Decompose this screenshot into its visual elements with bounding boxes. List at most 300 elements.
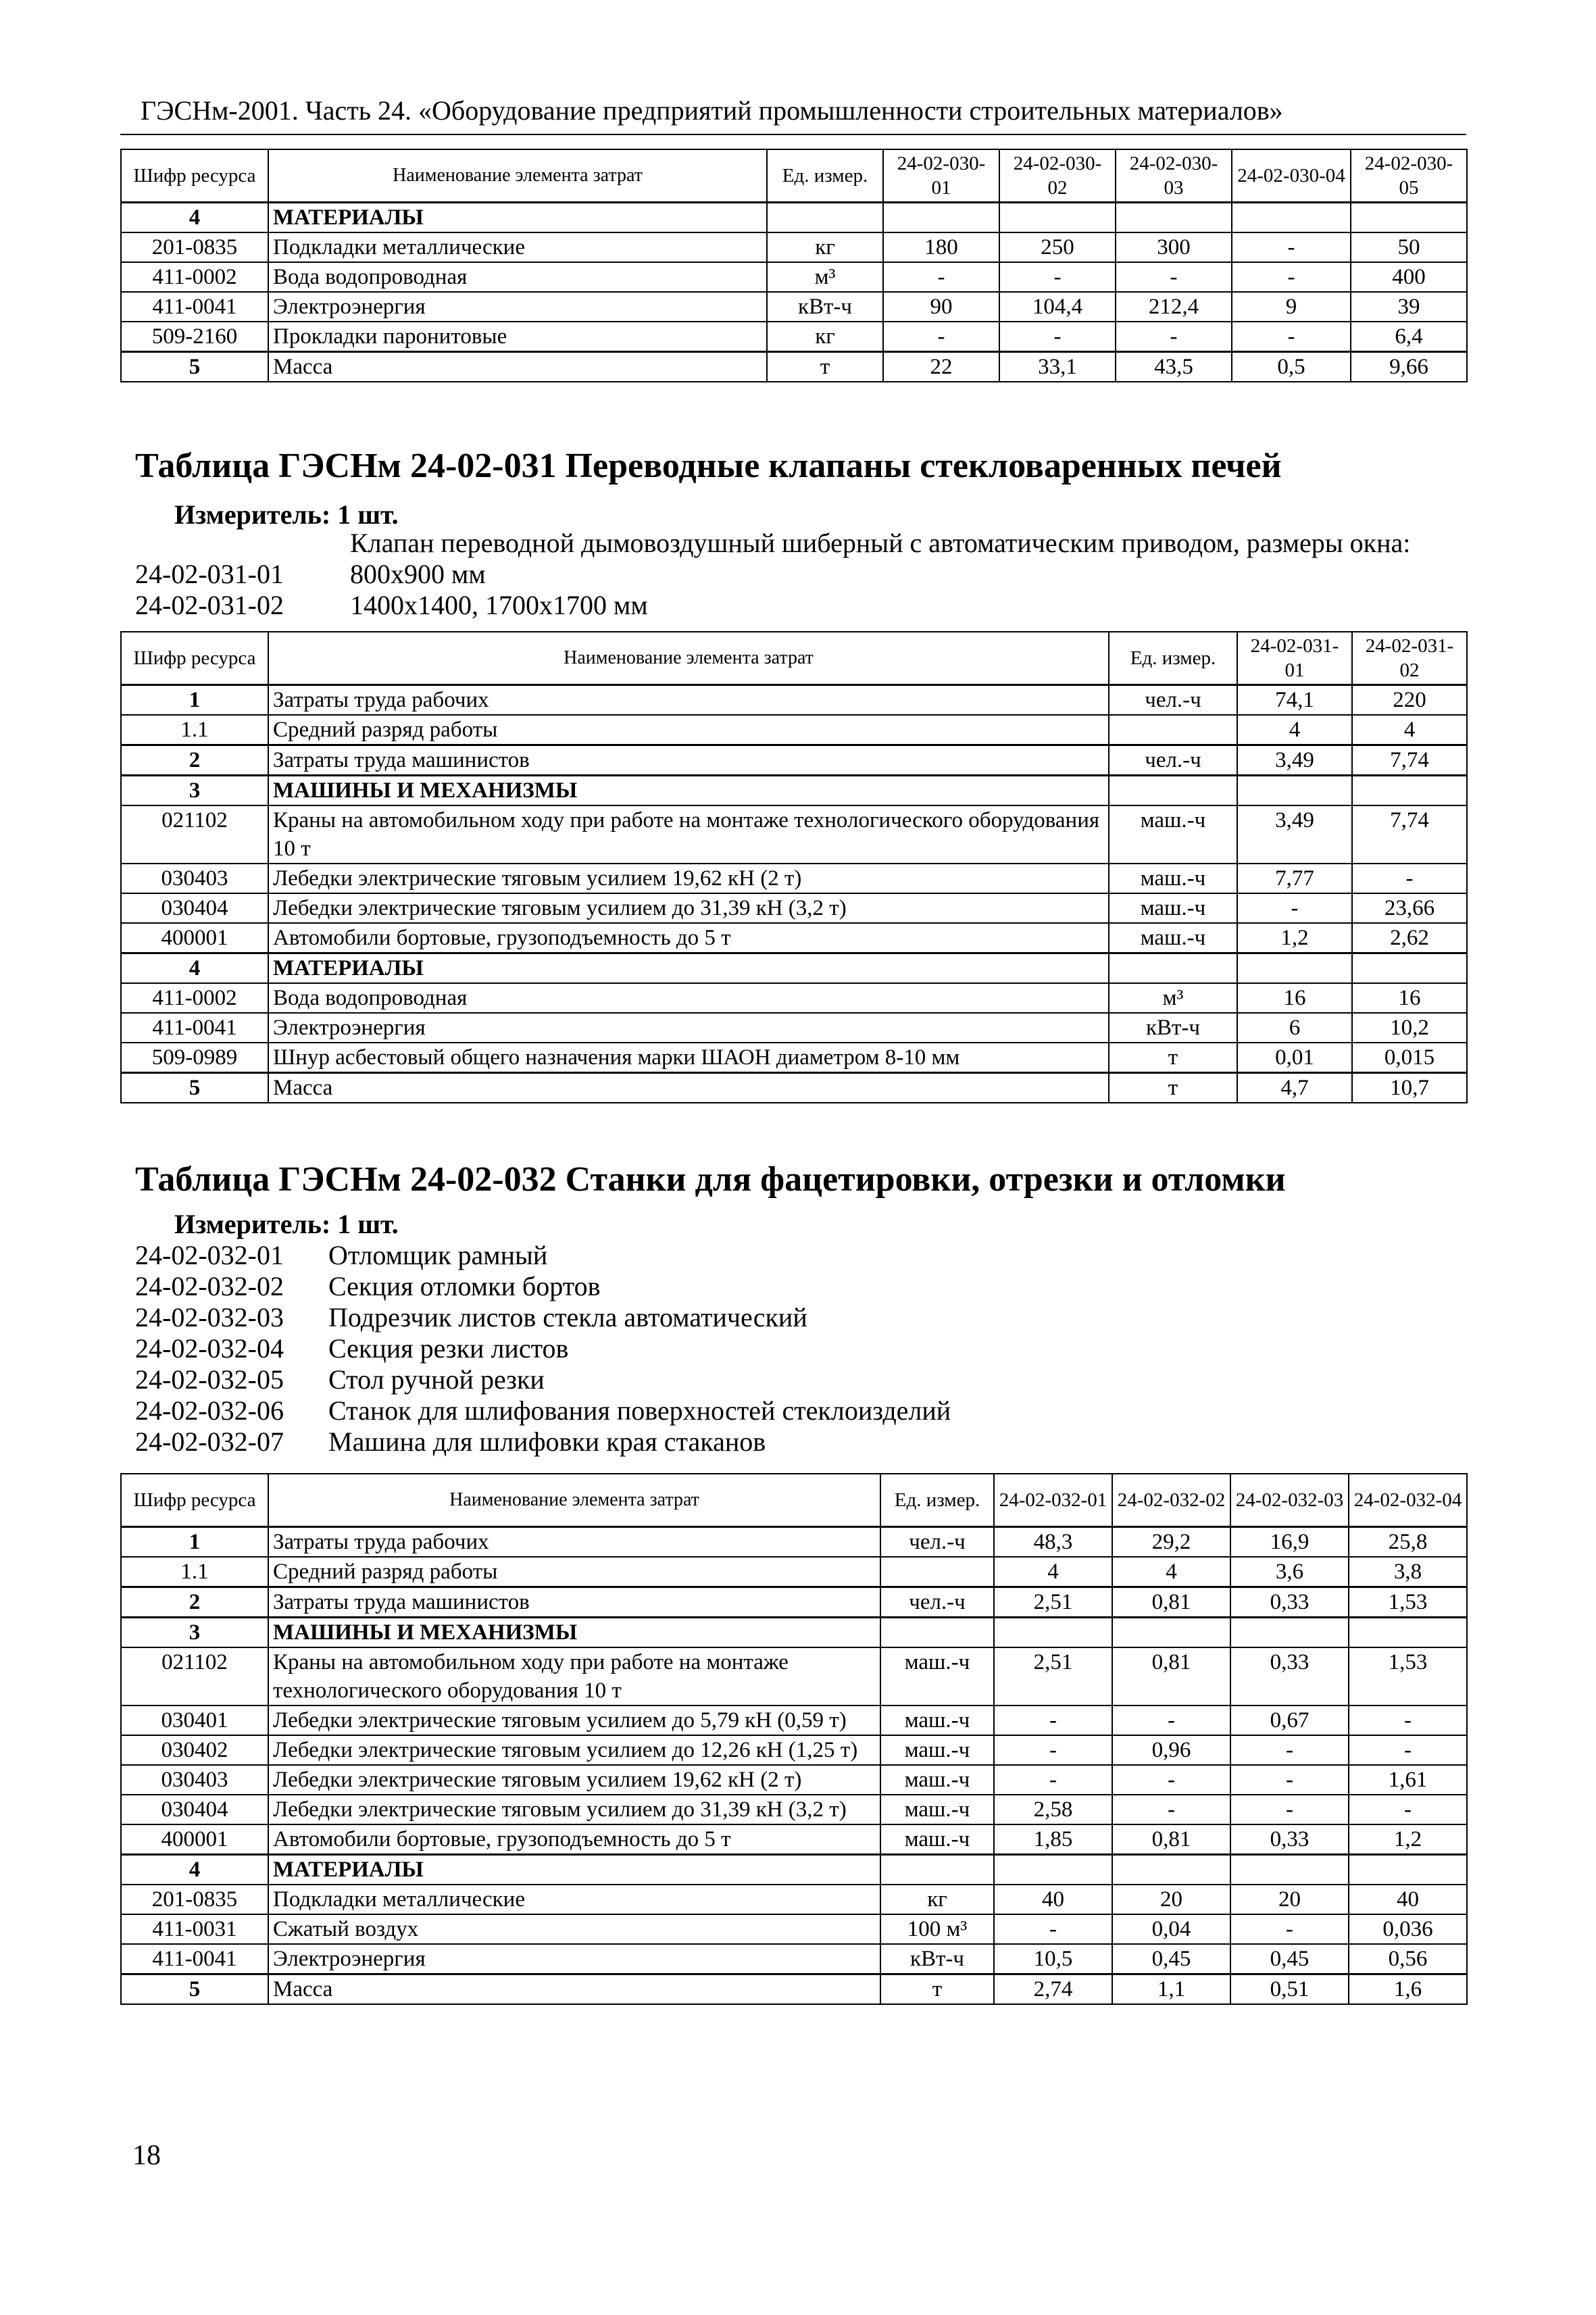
header-col: 24-02-032-04: [1349, 1474, 1467, 1527]
cell-value: -: [1116, 322, 1232, 352]
cell-value: -: [883, 262, 999, 292]
header-code: Шифр ресурса: [121, 632, 268, 685]
cell-code: 411-0041: [121, 292, 268, 322]
cell-name: Сжатый воздух: [268, 1914, 880, 1944]
cell-value: 0,81: [1112, 1824, 1230, 1855]
cell-value: 9,66: [1351, 352, 1467, 382]
cell-value: -: [994, 1735, 1112, 1765]
cell-unit: т: [767, 352, 883, 382]
cell-value: 10,2: [1352, 1013, 1467, 1043]
cell-value: 39: [1351, 292, 1467, 322]
item-text: Секция резки листов: [328, 1333, 569, 1364]
header-unit: Ед. измер.: [880, 1474, 994, 1527]
cell-value: 43,5: [1116, 352, 1232, 382]
cell-value: -: [1116, 262, 1232, 292]
cell-value: 16: [1237, 983, 1352, 1013]
header-col: 24-02-030-05: [1351, 149, 1467, 203]
item-code: 24-02-032-05: [135, 1364, 284, 1395]
table-24-02-031: [120, 631, 1468, 1103]
cell-value: [1349, 1855, 1467, 1885]
cell-unit: [1109, 776, 1237, 806]
cell-value: 2,51: [994, 1587, 1112, 1618]
table-row: [121, 1557, 1467, 1587]
cell-value: -: [1232, 322, 1351, 352]
cell-unit: маш.-ч: [880, 1765, 994, 1795]
cell-value: 50: [1351, 232, 1467, 262]
cell-code: 2: [121, 1587, 268, 1618]
cell-value: 0,56: [1349, 1944, 1467, 1974]
cell-value: 1,61: [1349, 1765, 1467, 1795]
page-header: ГЭСНм-2001. Часть 24. «Оборудование предприятий промышленности строительных материалов»: [141, 95, 1283, 126]
cell-value: -: [1352, 864, 1467, 893]
cell-code: 030401: [121, 1706, 268, 1735]
table-row: [121, 1974, 1467, 2005]
table-row: [121, 893, 1467, 923]
table-24-02-030: [120, 149, 1468, 382]
table-row: [121, 1618, 1467, 1648]
cell-code: 400001: [121, 1824, 268, 1855]
cell-name: Вода водопроводная: [268, 983, 1109, 1013]
cell-value: -: [1349, 1795, 1467, 1824]
measure-031: Измеритель: 1 шт.: [174, 499, 399, 530]
cell-value: [994, 1618, 1112, 1648]
header-name: Наименование элемента затрат: [268, 149, 767, 203]
cell-value: [994, 1855, 1112, 1885]
cell-value: 4: [994, 1557, 1112, 1587]
cell-code: 509-0989: [121, 1043, 268, 1073]
cell-name: Масса: [268, 1073, 1109, 1103]
cell-name: Электроэнергия: [268, 1944, 880, 1974]
cell-unit: [880, 1855, 994, 1885]
table-row: [121, 1013, 1467, 1043]
header-col: 24-02-032-02: [1112, 1474, 1230, 1527]
cell-value: -: [1112, 1795, 1230, 1824]
cell-code: 400001: [121, 923, 268, 953]
item-code: 24-02-031-02: [135, 590, 284, 620]
cell-value: [1232, 203, 1351, 233]
cell-value: 25,8: [1349, 1527, 1467, 1558]
cell-value: 48,3: [994, 1527, 1112, 1558]
cell-code: 4: [121, 203, 268, 233]
cell-unit: м³: [767, 262, 883, 292]
cell-value: -: [994, 1914, 1112, 1944]
measure-032: Измеритель: 1 шт.: [174, 1209, 399, 1239]
item-code: 24-02-032-04: [135, 1333, 284, 1364]
cell-unit: маш.-ч: [1109, 864, 1237, 893]
cell-value: 0,015: [1352, 1043, 1467, 1073]
cell-value: 2,51: [994, 1647, 1112, 1706]
cell-value: 6,4: [1351, 322, 1467, 352]
page-number: 18: [132, 2140, 161, 2171]
cell-unit: [767, 203, 883, 233]
cell-code: 5: [121, 1073, 268, 1103]
cell-value: 1,1: [1112, 1974, 1230, 2005]
cell-unit: [880, 1618, 994, 1648]
table-row: [121, 1914, 1467, 1944]
item-code: 24-02-032-06: [135, 1395, 284, 1426]
cell-code: 4: [121, 1855, 268, 1885]
cell-value: 0,81: [1112, 1587, 1230, 1618]
cell-name: МАШИНЫ И МЕХАНИЗМЫ: [268, 776, 1109, 806]
cell-value: 0,04: [1112, 1914, 1230, 1944]
cell-value: 23,66: [1352, 893, 1467, 923]
header-name: Наименование элемента затрат: [268, 1474, 880, 1527]
table-row: [121, 685, 1467, 716]
cell-value: 0,5: [1232, 352, 1351, 382]
table-row: [121, 1527, 1467, 1558]
cell-value: -: [1112, 1706, 1230, 1735]
table-row: [121, 352, 1467, 382]
cell-unit: м³: [1109, 983, 1237, 1013]
cell-value: -: [1230, 1795, 1349, 1824]
table-row: [121, 1735, 1467, 1765]
table-header-row: [121, 1474, 1467, 1527]
cell-value: 4,7: [1237, 1073, 1352, 1103]
table-row: [121, 262, 1467, 292]
header-col: 24-02-032-03: [1230, 1474, 1349, 1527]
cell-value: -: [1232, 262, 1351, 292]
table-row: [121, 953, 1467, 984]
cell-code: 2: [121, 745, 268, 776]
cell-value: 1,53: [1349, 1587, 1467, 1618]
cell-value: -: [1230, 1914, 1349, 1944]
cell-unit: маш.-ч: [880, 1824, 994, 1855]
cell-unit: кВт-ч: [767, 292, 883, 322]
cell-value: 1,2: [1349, 1824, 1467, 1855]
cell-value: 3,6: [1230, 1557, 1349, 1587]
table-row: [121, 805, 1467, 864]
cell-value: 3,8: [1349, 1557, 1467, 1587]
cell-unit: [1109, 715, 1237, 745]
cell-name: Масса: [268, 352, 767, 382]
table-row: [121, 776, 1467, 806]
item-text: 1400х1400, 1700х1700 мм: [350, 590, 648, 620]
header-rule: [120, 134, 1466, 135]
cell-value: 1,6: [1349, 1974, 1467, 2005]
table-row: [121, 1824, 1467, 1855]
cell-value: 0,45: [1230, 1944, 1349, 1974]
cell-value: [1230, 1618, 1349, 1648]
cell-value: 300: [1116, 232, 1232, 262]
cell-value: 4: [1112, 1557, 1230, 1587]
table-row: [121, 203, 1467, 233]
cell-value: 0,036: [1349, 1914, 1467, 1944]
cell-unit: кг: [767, 232, 883, 262]
header-col: 24-02-031-02: [1352, 632, 1467, 685]
cell-value: 0,01: [1237, 1043, 1352, 1073]
cell-unit: маш.-ч: [1109, 805, 1237, 864]
cell-code: 411-0002: [121, 262, 268, 292]
cell-code: 4: [121, 953, 268, 984]
cell-value: 7,77: [1237, 864, 1352, 893]
cell-unit: т: [1109, 1073, 1237, 1103]
item-text: Стол ручной резки: [328, 1364, 545, 1395]
item-code: 24-02-032-07: [135, 1426, 284, 1457]
cell-name: Лебедки электрические тяговым усилием 19,62 кН (2 т): [268, 864, 1109, 893]
cell-name: Краны на автомобильном ходу при работе на монтаже технологического оборудования 10 т: [268, 805, 1109, 864]
item-text: Подрезчик листов стекла автоматический: [328, 1302, 807, 1333]
table-row: [121, 292, 1467, 322]
header-col: 24-02-030-02: [999, 149, 1116, 203]
table-row: [121, 322, 1467, 352]
cell-value: [1352, 953, 1467, 984]
cell-unit: чел.-ч: [1109, 685, 1237, 716]
cell-value: [1230, 1855, 1349, 1885]
cell-unit: чел.-ч: [880, 1527, 994, 1558]
cell-code: 1.1: [121, 715, 268, 745]
table-row: [121, 715, 1467, 745]
cell-value: 1,53: [1349, 1647, 1467, 1706]
cell-value: 4: [1352, 715, 1467, 745]
header-code: Шифр ресурса: [121, 1474, 268, 1527]
cell-value: [1351, 203, 1467, 233]
cell-value: [1112, 1855, 1230, 1885]
cell-value: 10,5: [994, 1944, 1112, 1974]
cell-name: Затраты труда машинистов: [268, 1587, 880, 1618]
section-title-031: Таблица ГЭСНм 24-02-031 Переводные клапаны стекловаренных печей: [135, 447, 1282, 485]
cell-value: 20: [1112, 1885, 1230, 1914]
cell-unit: чел.-ч: [1109, 745, 1237, 776]
cell-name: Лебедки электрические тяговым усилием до 31,39 кН (3,2 т): [268, 893, 1109, 923]
table-24-02-032: [120, 1473, 1468, 2005]
cell-code: 411-0031: [121, 1914, 268, 1944]
cell-code: 5: [121, 1974, 268, 2005]
cell-unit: [880, 1557, 994, 1587]
cell-value: 104,4: [999, 292, 1116, 322]
cell-value: 250: [999, 232, 1116, 262]
cell-value: [883, 203, 999, 233]
cell-value: 400: [1351, 262, 1467, 292]
cell-unit: кг: [767, 322, 883, 352]
cell-value: 16: [1352, 983, 1467, 1013]
cell-value: 7,74: [1352, 805, 1467, 864]
cell-value: 10,7: [1352, 1073, 1467, 1103]
table-row: [121, 232, 1467, 262]
cell-code: 411-0002: [121, 983, 268, 1013]
cell-value: 4: [1237, 715, 1352, 745]
cell-unit: маш.-ч: [880, 1647, 994, 1706]
cell-value: -: [883, 322, 999, 352]
cell-value: 2,74: [994, 1974, 1112, 2005]
item-code: 24-02-031-01: [135, 559, 284, 589]
table-row: [121, 1587, 1467, 1618]
cell-name: Автомобили бортовые, грузоподъемность до 5 т: [268, 1824, 880, 1855]
cell-unit: т: [880, 1974, 994, 2005]
cell-unit: [1109, 953, 1237, 984]
description-031: Клапан переводной дымовоздушный шиберный с автоматическим приводом, размеры окна:: [350, 528, 1411, 558]
cell-name: Затраты труда машинистов: [268, 745, 1109, 776]
cell-value: 20: [1230, 1885, 1349, 1914]
cell-value: 40: [994, 1885, 1112, 1914]
table-row: [121, 1765, 1467, 1795]
cell-value: 0,33: [1230, 1824, 1349, 1855]
cell-value: 212,4: [1116, 292, 1232, 322]
header-name: Наименование элемента затрат: [268, 632, 1109, 685]
cell-value: [1349, 1618, 1467, 1648]
cell-unit: кВт-ч: [1109, 1013, 1237, 1043]
cell-value: 9: [1232, 292, 1351, 322]
cell-value: -: [1230, 1765, 1349, 1795]
item-text: Станок для шлифования поверхностей стеклоизделий: [328, 1395, 951, 1426]
cell-value: 0,67: [1230, 1706, 1349, 1735]
table-row: [121, 983, 1467, 1013]
cell-name: Лебедки электрические тяговым усилием до 5,79 кН (0,59 т): [268, 1706, 880, 1735]
cell-value: 0,81: [1112, 1647, 1230, 1706]
cell-value: 0,33: [1230, 1647, 1349, 1706]
header-code: Шифр ресурса: [121, 149, 268, 203]
header-col: 24-02-030-03: [1116, 149, 1232, 203]
cell-value: 0,96: [1112, 1735, 1230, 1765]
cell-unit: кг: [880, 1885, 994, 1914]
cell-code: 021102: [121, 1647, 268, 1706]
header-unit: Ед. измер.: [1109, 632, 1237, 685]
item-code: 24-02-032-02: [135, 1271, 284, 1301]
table-row: [121, 1885, 1467, 1914]
cell-value: -: [1232, 232, 1351, 262]
cell-value: [1112, 1618, 1230, 1648]
cell-value: -: [1237, 893, 1352, 923]
table-row: [121, 1647, 1467, 1706]
cell-value: -: [994, 1706, 1112, 1735]
cell-value: -: [999, 322, 1116, 352]
cell-unit: маш.-ч: [880, 1706, 994, 1735]
cell-name: Средний разряд работы: [268, 1557, 880, 1587]
cell-name: Лебедки электрические тяговым усилием до 31,39 кН (3,2 т): [268, 1795, 880, 1824]
cell-unit: маш.-ч: [880, 1795, 994, 1824]
cell-name: Затраты труда рабочих: [268, 1527, 880, 1558]
header-unit: Ед. измер.: [767, 149, 883, 203]
cell-code: 030403: [121, 864, 268, 893]
cell-code: 030402: [121, 1735, 268, 1765]
cell-value: [1116, 203, 1232, 233]
table-row: [121, 1855, 1467, 1885]
section-title-032: Таблица ГЭСНм 24-02-032 Станки для фацетировки, отрезки и отломки: [135, 1160, 1286, 1199]
table-row: [121, 1043, 1467, 1073]
cell-value: -: [999, 262, 1116, 292]
cell-name: Средний разряд работы: [268, 715, 1109, 745]
table-header-row: [121, 149, 1467, 203]
cell-value: 220: [1352, 685, 1467, 716]
cell-value: -: [1230, 1735, 1349, 1765]
cell-name: Подкладки металлические: [268, 1885, 880, 1914]
cell-value: 2,62: [1352, 923, 1467, 953]
cell-unit: маш.-ч: [1109, 923, 1237, 953]
cell-value: 16,9: [1230, 1527, 1349, 1558]
cell-value: [1237, 953, 1352, 984]
cell-code: 3: [121, 776, 268, 806]
cell-name: МАТЕРИАЛЫ: [268, 203, 767, 233]
cell-value: 6: [1237, 1013, 1352, 1043]
cell-unit: маш.-ч: [1109, 893, 1237, 923]
table-row: [121, 864, 1467, 893]
cell-value: 3,49: [1237, 805, 1352, 864]
cell-code: 030404: [121, 1795, 268, 1824]
item-text: Машина для шлифовки края стаканов: [328, 1426, 766, 1457]
table-row: [121, 923, 1467, 953]
cell-value: 2,58: [994, 1795, 1112, 1824]
item-text: Секция отломки бортов: [328, 1271, 601, 1301]
cell-value: -: [1349, 1735, 1467, 1765]
cell-value: 0,45: [1112, 1944, 1230, 1974]
header-col: 24-02-031-01: [1237, 632, 1352, 685]
item-code: 24-02-032-03: [135, 1302, 284, 1333]
cell-value: 3,49: [1237, 745, 1352, 776]
cell-value: -: [1349, 1706, 1467, 1735]
cell-value: -: [994, 1765, 1112, 1795]
cell-code: 411-0041: [121, 1013, 268, 1043]
table-header-row: [121, 632, 1467, 685]
cell-name: МАТЕРИАЛЫ: [268, 953, 1109, 984]
cell-value: [1237, 776, 1352, 806]
cell-name: Подкладки металлические: [268, 232, 767, 262]
cell-code: 1.1: [121, 1557, 268, 1587]
cell-name: Электроэнергия: [268, 1013, 1109, 1043]
header-col: 24-02-030-04: [1232, 149, 1351, 203]
item-text: Отломщик рамный: [328, 1240, 548, 1270]
cell-code: 021102: [121, 805, 268, 864]
item-text: 800х900 мм: [350, 559, 486, 589]
cell-name: Масса: [268, 1974, 880, 2005]
cell-value: 33,1: [999, 352, 1116, 382]
cell-unit: т: [1109, 1043, 1237, 1073]
cell-code: 030403: [121, 1765, 268, 1795]
cell-name: Электроэнергия: [268, 292, 767, 322]
cell-code: 509-2160: [121, 322, 268, 352]
cell-value: 40: [1349, 1885, 1467, 1914]
cell-value: 0,51: [1230, 1974, 1349, 2005]
cell-value: 1,85: [994, 1824, 1112, 1855]
cell-name: Лебедки электрические тяговым усилием до 12,26 кН (1,25 т): [268, 1735, 880, 1765]
cell-code: 030404: [121, 893, 268, 923]
cell-name: МАТЕРИАЛЫ: [268, 1855, 880, 1885]
cell-value: 29,2: [1112, 1527, 1230, 1558]
cell-value: -: [1112, 1765, 1230, 1795]
cell-value: [999, 203, 1116, 233]
cell-unit: маш.-ч: [880, 1735, 994, 1765]
cell-name: Автомобили бортовые, грузоподъемность до 5 т: [268, 923, 1109, 953]
cell-unit: кВт-ч: [880, 1944, 994, 1974]
cell-code: 1: [121, 685, 268, 716]
cell-unit: 100 м³: [880, 1914, 994, 1944]
cell-value: 90: [883, 292, 999, 322]
item-code: 24-02-032-01: [135, 1240, 284, 1270]
cell-unit: чел.-ч: [880, 1587, 994, 1618]
cell-value: 7,74: [1352, 745, 1467, 776]
table-row: [121, 1073, 1467, 1103]
table-row: [121, 1795, 1467, 1824]
cell-name: Лебедки электрические тяговым усилием 19,62 кН (2 т): [268, 1765, 880, 1795]
cell-code: 201-0835: [121, 232, 268, 262]
table-row: [121, 1944, 1467, 1974]
cell-value: 180: [883, 232, 999, 262]
header-col: 24-02-032-01: [994, 1474, 1112, 1527]
cell-name: Прокладки паронитовые: [268, 322, 767, 352]
cell-code: 201-0835: [121, 1885, 268, 1914]
cell-code: 3: [121, 1618, 268, 1648]
header-col: 24-02-030-01: [883, 149, 999, 203]
cell-value: 74,1: [1237, 685, 1352, 716]
cell-code: 411-0041: [121, 1944, 268, 1974]
cell-name: Затраты труда рабочих: [268, 685, 1109, 716]
cell-value: 1,2: [1237, 923, 1352, 953]
cell-name: Шнур асбестовый общего назначения марки ШАОН диаметром 8-10 мм: [268, 1043, 1109, 1073]
cell-name: Вода водопроводная: [268, 262, 767, 292]
cell-value: 22: [883, 352, 999, 382]
table-row: [121, 1706, 1467, 1735]
cell-name: Краны на автомобильном ходу при работе на монтаже технологического оборудования 10 т: [268, 1647, 880, 1706]
cell-code: 5: [121, 352, 268, 382]
cell-code: 1: [121, 1527, 268, 1558]
